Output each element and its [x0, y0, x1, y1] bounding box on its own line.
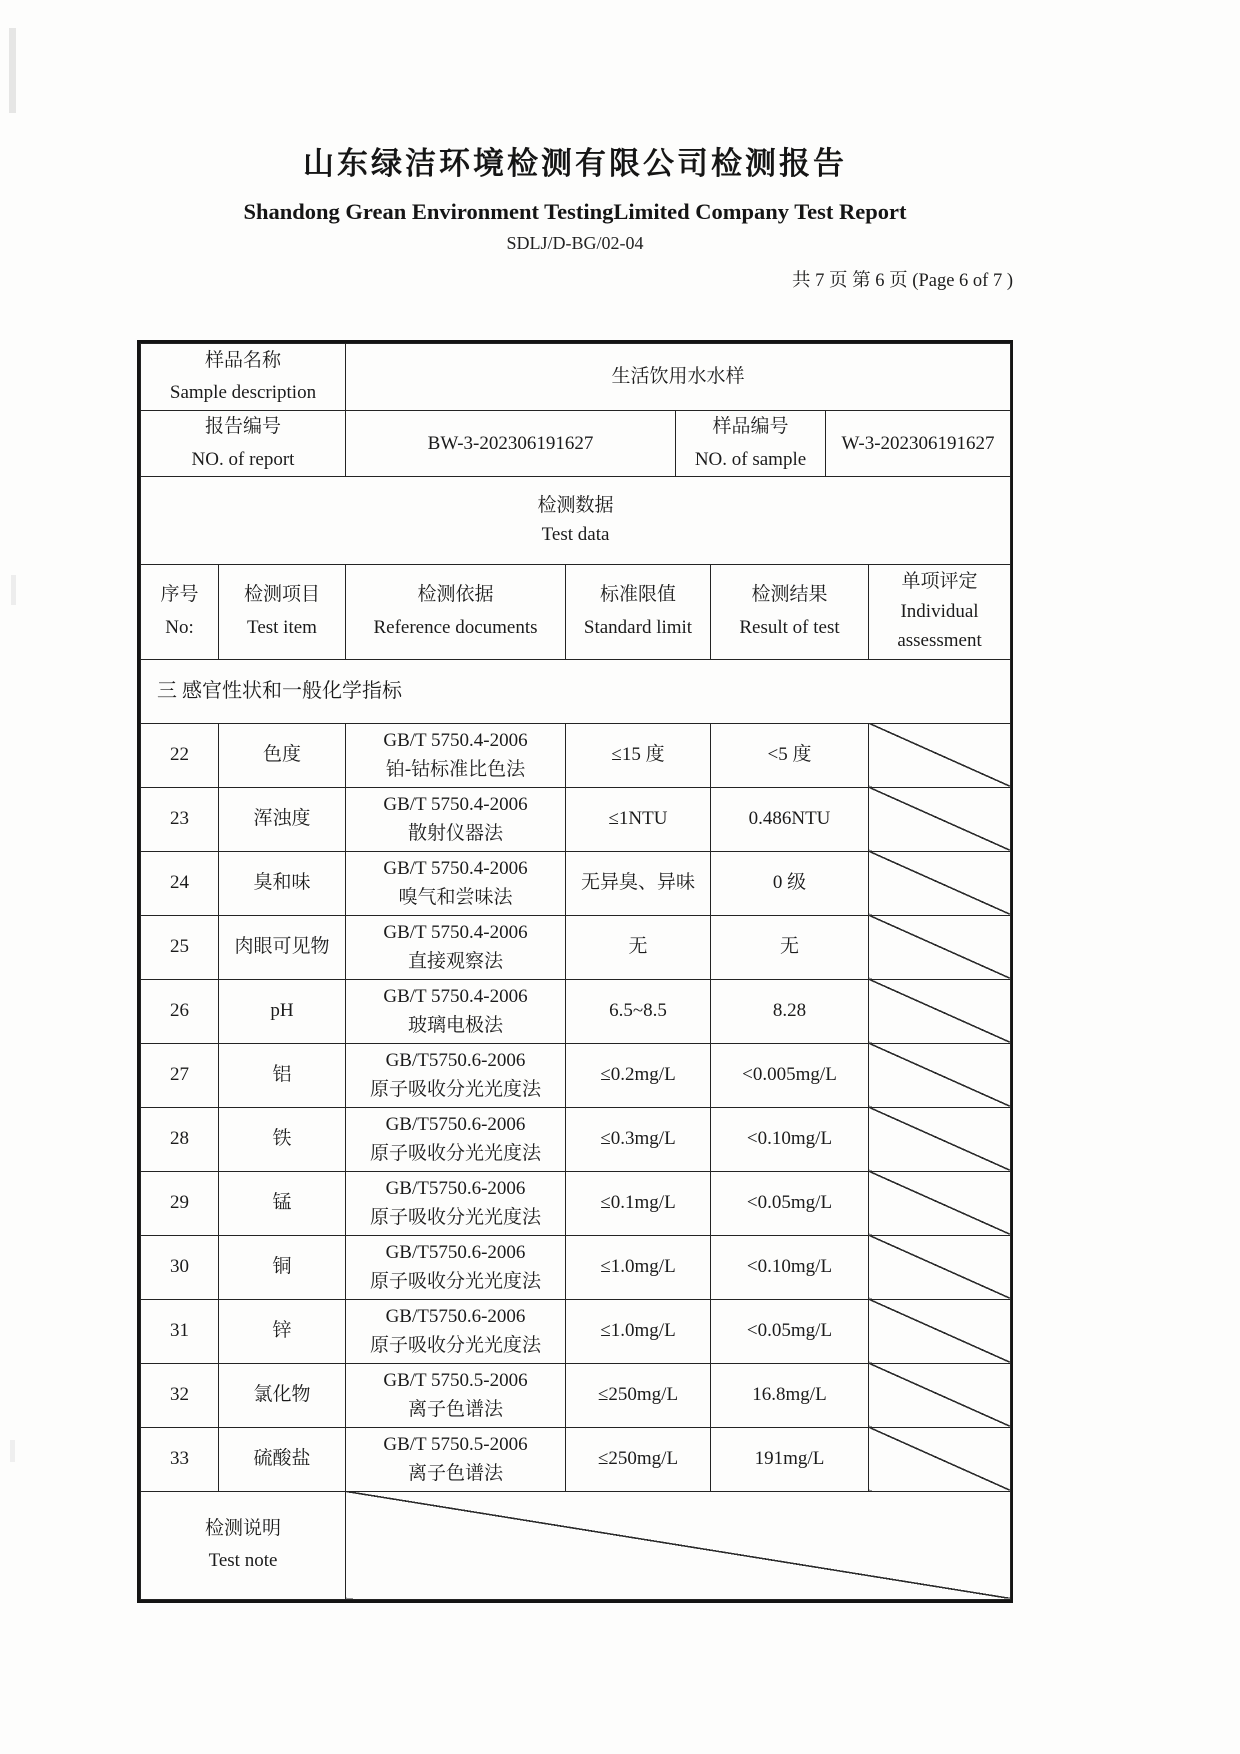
- row-result: 16.8mg/L: [711, 1363, 869, 1427]
- scan-artifact: [11, 575, 16, 605]
- col-no-en: No:: [165, 616, 194, 638]
- scan-artifact: [9, 28, 16, 113]
- table-row: [141, 1299, 1011, 1363]
- row-reference: [346, 723, 566, 787]
- row-assessment-blank: [869, 1363, 1011, 1427]
- test-data-title-cn: 检测数据: [537, 494, 614, 516]
- row-reference-standard: GB/T 5750.4-2006: [383, 793, 528, 815]
- test-rows: [141, 723, 1011, 1491]
- sample-info-table: [140, 343, 1011, 477]
- row-reference: [346, 1363, 566, 1427]
- page-number-info: 共 7 页 第 6 页 (Page 6 of 7 ): [792, 271, 1013, 291]
- row-assessment-blank: [869, 723, 1011, 787]
- row-reference: [346, 1235, 566, 1299]
- row-reference-standard: GB/T 5750.5-2006: [383, 1369, 528, 1391]
- row-reference-standard: GB/T 5750.4-2006: [383, 921, 528, 943]
- table-row: [141, 723, 1011, 787]
- row-reference-standard: GB/T5750.6-2006: [385, 1177, 526, 1199]
- row-no: 27: [141, 1043, 219, 1107]
- row-reference-method: 原子吸收分光光度法: [369, 1271, 541, 1292]
- row-no: 26: [141, 979, 219, 1043]
- row-reference-standard: GB/T 5750.5-2006: [383, 1433, 528, 1455]
- sample-description-label: [141, 344, 346, 411]
- row-result: 无: [711, 915, 869, 979]
- row-reference-method: 原子吸收分光光度法: [369, 1079, 541, 1100]
- col-result-en: Result of test: [739, 616, 840, 638]
- sample-description-value: 生活饮用水水样: [346, 344, 1011, 411]
- table-row: [141, 979, 1011, 1043]
- document-code: SDLJ/D-BG/02-04: [506, 233, 644, 253]
- col-item-en: Test item: [247, 616, 317, 638]
- row-reference-standard: GB/T5750.6-2006: [385, 1113, 526, 1135]
- row-result: <0.05mg/L: [711, 1171, 869, 1235]
- row-reference-method: 玻璃电极法: [407, 1015, 503, 1036]
- report-number-label-en: NO. of report: [191, 448, 295, 470]
- row-assessment-blank: [869, 915, 1011, 979]
- test-data-title-row: [141, 477, 1011, 564]
- row-reference-standard: GB/T5750.6-2006: [385, 1305, 526, 1327]
- table-row: [141, 1235, 1011, 1299]
- row-assessment-blank: [869, 1043, 1011, 1107]
- sample-description-label-en: Sample description: [169, 382, 317, 403]
- report-number-label: [141, 411, 346, 477]
- report-table: [137, 340, 1013, 1603]
- col-ref-en: Reference documents: [373, 616, 538, 638]
- col-header-no: [141, 564, 219, 659]
- sample-number-label: [676, 411, 826, 477]
- col-header-assessment: [869, 564, 1011, 659]
- row-reference-method: 离子色谱法: [407, 1463, 503, 1484]
- row-assessment-blank: [869, 1427, 1011, 1491]
- report-title-cn: 山东绿洁环境检测有限公司检测报告: [303, 146, 847, 181]
- row-assessment-blank: [869, 851, 1011, 915]
- row-result: 0.486NTU: [711, 787, 869, 851]
- table-row: [141, 787, 1011, 851]
- sample-number-label-en: NO. of sample: [694, 448, 807, 470]
- col-header-standard-limit: [566, 564, 711, 659]
- row-no: 31: [141, 1299, 219, 1363]
- row-test-item: pH: [219, 979, 346, 1043]
- section-heading-row: [141, 659, 1011, 723]
- row-test-item: 锰: [219, 1171, 346, 1235]
- row-reference: [346, 1427, 566, 1491]
- row-test-item: 氯化物: [219, 1363, 346, 1427]
- row-reference-method: 铂-钴标准比色法: [385, 759, 526, 780]
- row-reference-standard: GB/T5750.6-2006: [385, 1049, 526, 1071]
- column-header-row: [141, 564, 1011, 659]
- row-test-item: 铁: [219, 1107, 346, 1171]
- report-number-value: BW-3-202306191627: [346, 411, 676, 477]
- row-standard-limit: ≤250mg/L: [566, 1363, 711, 1427]
- row-reference-method: 嗅气和尝味法: [398, 887, 513, 908]
- table-row: [141, 1171, 1011, 1235]
- col-assess-en: Individual: [900, 600, 979, 622]
- row-no: 30: [141, 1235, 219, 1299]
- table-row: [141, 851, 1011, 915]
- row-result: <5 度: [711, 723, 869, 787]
- row-reference-method: 散射仪器法: [407, 823, 503, 844]
- row-reference-standard: GB/T 5750.4-2006: [383, 857, 528, 879]
- row-result: 8.28: [711, 979, 869, 1043]
- test-data-title-en: Test data: [541, 524, 610, 546]
- test-note-blank-cell: [346, 1491, 1011, 1599]
- sample-description-label-cn: 样品名称: [204, 349, 281, 371]
- report-number-row: [141, 411, 1011, 477]
- table-row: [141, 1363, 1011, 1427]
- row-assessment-blank: [869, 1299, 1011, 1363]
- row-reference: [346, 787, 566, 851]
- section-heading: 三 感官性状和一般化学指标: [141, 659, 1011, 723]
- row-test-item: 铜: [219, 1235, 346, 1299]
- col-limit-en: Standard limit: [583, 616, 693, 638]
- row-reference: [346, 1299, 566, 1363]
- table-row: [141, 1043, 1011, 1107]
- scan-artifact: [10, 1440, 15, 1462]
- row-test-item: 锌: [219, 1299, 346, 1363]
- row-standard-limit: ≤1.0mg/L: [566, 1299, 711, 1363]
- report-header: [137, 0, 1013, 254]
- row-result: 0 级: [711, 851, 869, 915]
- col-header-reference: [346, 564, 566, 659]
- row-result: <0.10mg/L: [711, 1107, 869, 1171]
- col-no-cn: 序号: [160, 584, 199, 606]
- row-assessment-blank: [869, 1171, 1011, 1235]
- sample-number-value: W-3-202306191627: [826, 411, 1011, 477]
- row-test-item: 肉眼可见物: [219, 915, 346, 979]
- test-note-row: [141, 1491, 1011, 1599]
- col-header-result: [711, 564, 869, 659]
- table-row: [141, 1107, 1011, 1171]
- row-standard-limit: ≤15 度: [566, 723, 711, 787]
- row-test-item: 硫酸盐: [219, 1427, 346, 1491]
- col-ref-cn: 检测依据: [417, 584, 494, 606]
- test-note-label: [141, 1491, 346, 1599]
- row-test-item: 色度: [219, 723, 346, 787]
- row-reference: [346, 1107, 566, 1171]
- row-no: 29: [141, 1171, 219, 1235]
- row-reference-method: 直接观察法: [407, 951, 503, 972]
- row-reference-method: 原子吸收分光光度法: [369, 1143, 541, 1164]
- row-standard-limit: ≤1.0mg/L: [566, 1235, 711, 1299]
- test-note-label-en: Test note: [208, 1550, 278, 1571]
- col-item-cn: 检测项目: [243, 584, 320, 606]
- row-result: <0.005mg/L: [711, 1043, 869, 1107]
- row-result: 191mg/L: [711, 1427, 869, 1491]
- row-reference-method: 原子吸收分光光度法: [369, 1207, 541, 1228]
- report-number-label-cn: 报告编号: [204, 416, 281, 438]
- col-assess-cn: 单项评定: [901, 571, 978, 593]
- test-data-table: [140, 477, 1011, 1600]
- row-test-item: 铝: [219, 1043, 346, 1107]
- row-no: 22: [141, 723, 219, 787]
- row-test-item: 浑浊度: [219, 787, 346, 851]
- row-reference-method: 离子色谱法: [407, 1399, 503, 1420]
- table-row: [141, 915, 1011, 979]
- row-standard-limit: ≤0.2mg/L: [566, 1043, 711, 1107]
- row-assessment-blank: [869, 787, 1011, 851]
- row-assessment-blank: [869, 979, 1011, 1043]
- row-standard-limit: ≤0.3mg/L: [566, 1107, 711, 1171]
- table-row: [141, 1427, 1011, 1491]
- row-no: 24: [141, 851, 219, 915]
- row-reference: [346, 851, 566, 915]
- row-result: <0.05mg/L: [711, 1299, 869, 1363]
- col-assess-en2: assessment: [897, 630, 982, 652]
- col-limit-cn: 标准限值: [599, 584, 676, 606]
- row-reference: [346, 1171, 566, 1235]
- row-result: <0.10mg/L: [711, 1235, 869, 1299]
- row-reference: [346, 915, 566, 979]
- report-title-en: Shandong Grean Environment TestingLimited Company Test Report: [243, 199, 907, 224]
- row-no: 23: [141, 787, 219, 851]
- row-no: 32: [141, 1363, 219, 1427]
- row-reference: [346, 979, 566, 1043]
- col-header-test-item: [219, 564, 346, 659]
- row-standard-limit: ≤1NTU: [566, 787, 711, 851]
- row-test-item: 臭和味: [219, 851, 346, 915]
- row-standard-limit: 6.5~8.5: [566, 979, 711, 1043]
- row-standard-limit: 无异臭、异味: [566, 851, 711, 915]
- row-no: 25: [141, 915, 219, 979]
- row-no: 33: [141, 1427, 219, 1491]
- col-result-cn: 检测结果: [751, 584, 828, 606]
- test-data-title-cell: [141, 477, 1011, 564]
- test-note-label-cn: 检测说明: [204, 1517, 281, 1539]
- sample-description-row: [141, 344, 1011, 411]
- row-standard-limit: 无: [566, 915, 711, 979]
- row-standard-limit: ≤250mg/L: [566, 1427, 711, 1491]
- row-standard-limit: ≤0.1mg/L: [566, 1171, 711, 1235]
- row-reference-standard: GB/T 5750.4-2006: [383, 729, 528, 751]
- row-assessment-blank: [869, 1235, 1011, 1299]
- row-reference-method: 原子吸收分光光度法: [369, 1335, 541, 1356]
- sample-number-label-cn: 样品编号: [712, 416, 789, 438]
- row-reference-standard: GB/T5750.6-2006: [385, 1241, 526, 1263]
- row-reference: [346, 1043, 566, 1107]
- row-reference-standard: GB/T 5750.4-2006: [383, 985, 528, 1007]
- row-no: 28: [141, 1107, 219, 1171]
- row-assessment-blank: [869, 1107, 1011, 1171]
